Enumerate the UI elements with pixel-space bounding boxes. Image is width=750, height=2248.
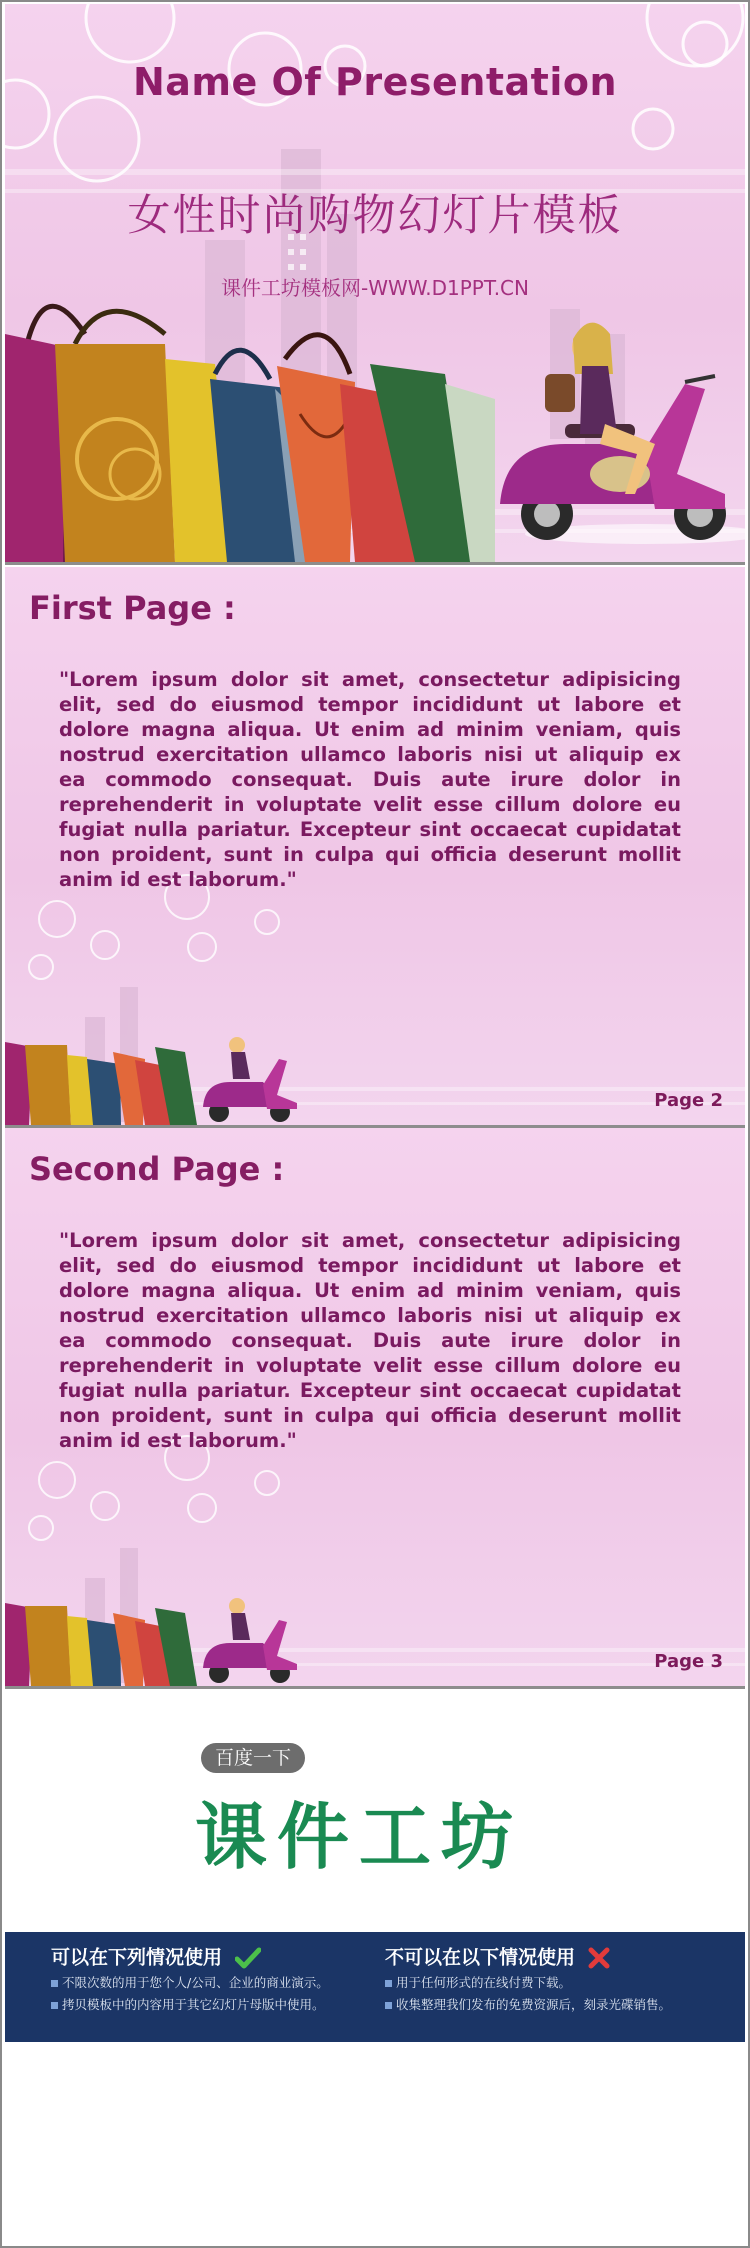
list-item: 收集整理我们发布的免费资源后，刻录光碟销售。 — [385, 1994, 671, 2016]
page-heading: First Page : — [29, 589, 236, 627]
page-heading: Second Page : — [29, 1150, 285, 1188]
list-item: 用于任何形式的在线付费下载。 — [385, 1972, 671, 1994]
usage-terms-slide — [5, 1689, 745, 2244]
body-paragraph: "Lorem ipsum dolor sit amet, consectetur adipisicing elit, sed do eiusmod tempor incididunt ut labore et dolore magna aliqua. Ut enim ad minim veniam, quis nostrud exercitation ullamco laboris nisi ut aliquip ex ea commodo consequat. Duis aute irure dolor in reprehenderit in voluptate velit esse cillum dolore eu fugiat nulla pariatur. Excepteur sint occaecat cupidatat non proident, sunt in culpa qui officia deserunt mollit anim id est laborum." — [59, 668, 681, 891]
presentation-subtitle: 女性时尚购物幻灯片模板 — [127, 191, 623, 241]
title-slide — [5, 4, 745, 565]
forbidden-heading: 不可以在以下情况使用 — [385, 1946, 576, 1969]
list-item: 拷贝模板中的内容用于其它幻灯片母版中使用。 — [51, 1994, 329, 2016]
list-item: 不限次数的用于您个人/公司、企业的商业演示。 — [51, 1972, 329, 1994]
forbidden-usage — [385, 1942, 671, 2016]
source-url: 课件工坊模板网-WWW.D1PPT.CN — [221, 276, 529, 300]
page-number: Page 3 — [654, 1651, 723, 1672]
content-slide-second — [5, 1128, 745, 1689]
allowed-heading: 可以在下列情况使用 — [51, 1946, 223, 1969]
bullet-icon — [51, 2002, 58, 2009]
allowed-usage — [51, 1942, 329, 2016]
presentation-title: Name Of Presentation — [132, 60, 618, 104]
content-slide-first — [5, 567, 745, 1128]
shopping-bags-graphic — [5, 306, 495, 562]
bullet-icon — [51, 1980, 58, 1987]
usage-terms-band — [5, 1932, 745, 2042]
page-number: Page 2 — [654, 1090, 723, 1111]
body-paragraph: "Lorem ipsum dolor sit amet, consectetur adipisicing elit, sed do eiusmod tempor incididunt ut labore et dolore magna aliqua. Ut enim ad minim veniam, quis nostrud exercitation ullamco laboris nisi ut aliquip ex ea commodo consequat. Duis aute irure dolor in reprehenderit in voluptate velit esse cillum dolore eu fugiat nulla pariatur. Excepteur sint occaecat cupidatat non proident, sunt in culpa qui officia deserunt mollit anim id est laborum." — [59, 1229, 681, 1452]
cross-icon — [588, 1947, 610, 1969]
checkmark-icon — [235, 1947, 261, 1969]
brand-logo: 课件工坊 — [195, 1795, 524, 1879]
baidu-badge: 百度一下 — [201, 1743, 305, 1773]
bullet-icon — [385, 2002, 392, 2009]
bullet-icon — [385, 1980, 392, 1987]
